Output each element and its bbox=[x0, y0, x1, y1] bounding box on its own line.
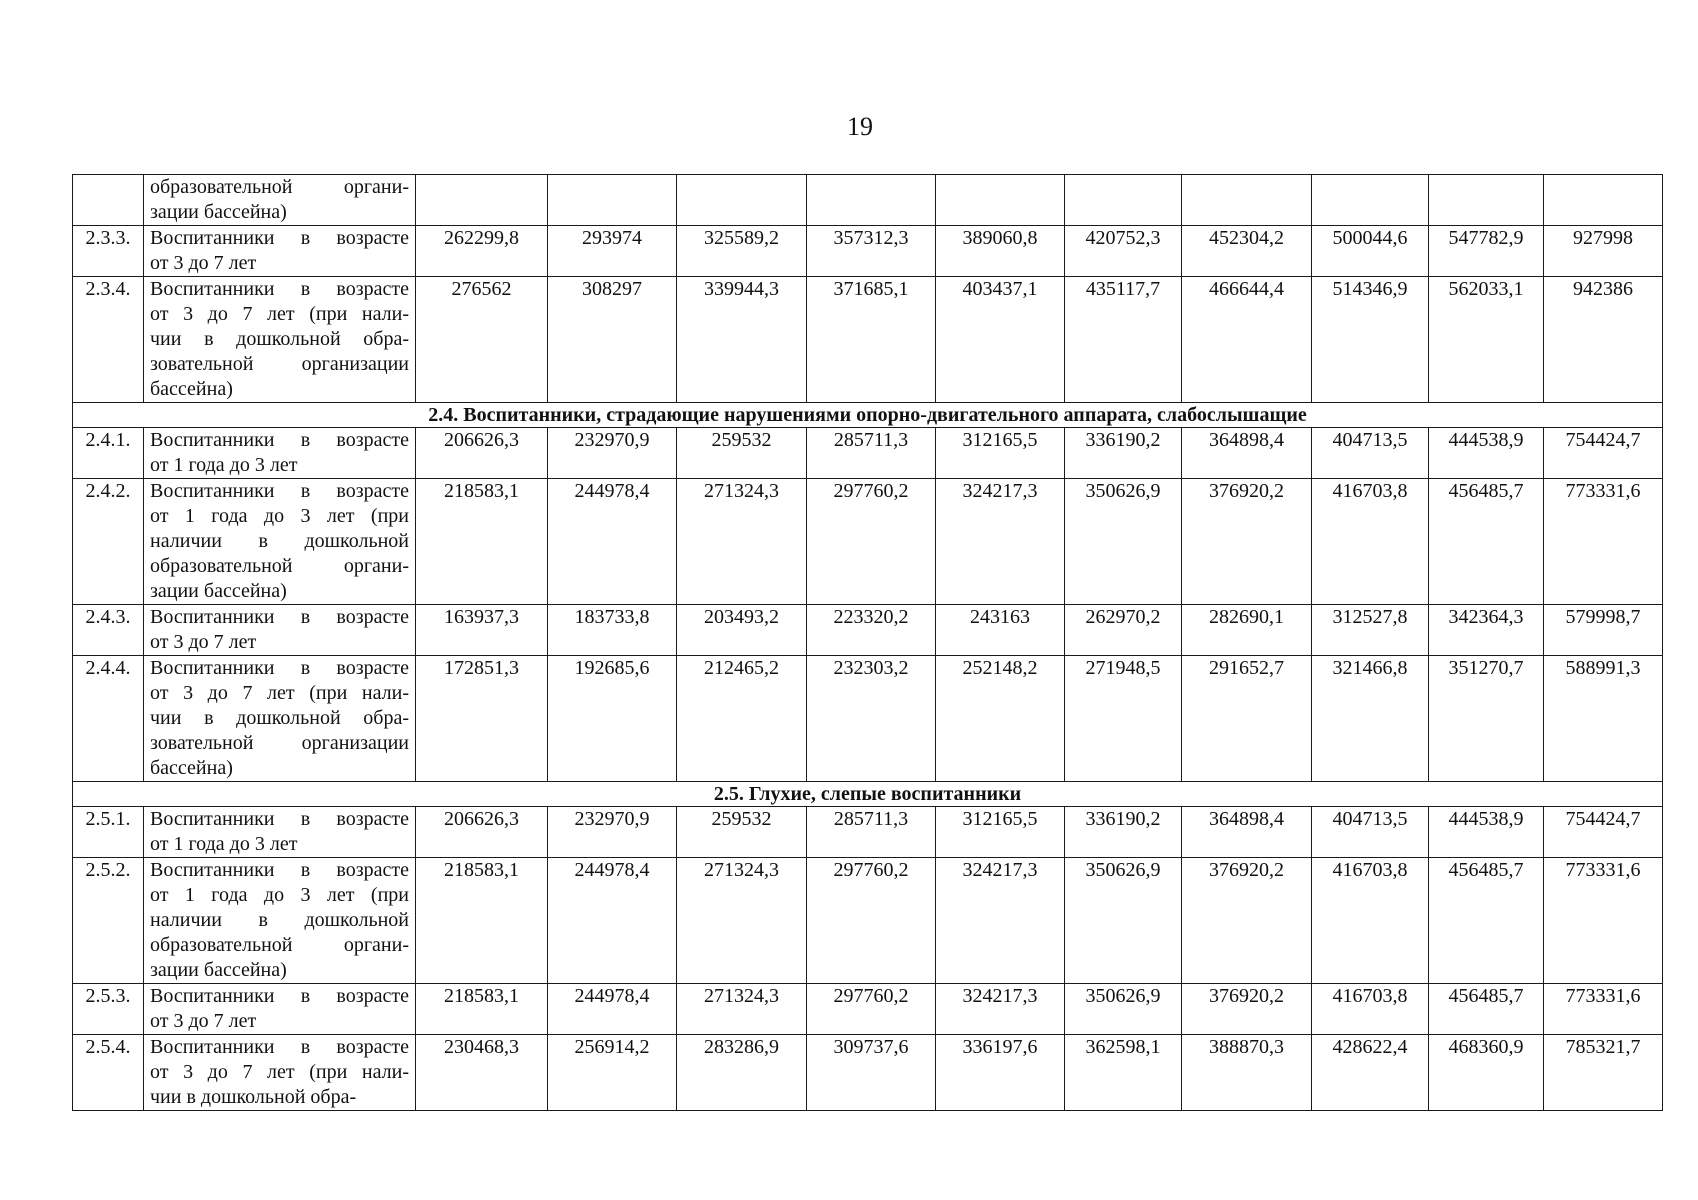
value-cell: 404713,5 bbox=[1312, 428, 1429, 479]
table-row bbox=[73, 175, 1663, 226]
value-cell: 283286,9 bbox=[677, 1035, 807, 1111]
value-cell: 416703,8 bbox=[1312, 984, 1429, 1035]
value-cell: 203493,2 bbox=[677, 605, 807, 656]
value-cell: 324217,3 bbox=[936, 858, 1065, 984]
value-cell: 291652,7 bbox=[1182, 656, 1312, 782]
row-description bbox=[144, 1035, 416, 1111]
description-line: образовательной органи- bbox=[150, 176, 409, 198]
value-cell: 339944,3 bbox=[677, 277, 807, 403]
value-cell: 588991,3 bbox=[1544, 656, 1663, 782]
description-line: Воспитанники в возрасте bbox=[150, 808, 409, 830]
description-line: Воспитанники в возрасте bbox=[150, 227, 409, 249]
description-line: образовательной органи- bbox=[150, 555, 409, 577]
section-title: 2.5. Глухие, слепые воспитанники bbox=[73, 782, 1663, 807]
description-line: Воспитанники в возрасте bbox=[150, 606, 409, 628]
value-cell: 416703,8 bbox=[1312, 479, 1429, 605]
value-cell: 308297 bbox=[548, 277, 677, 403]
value-cell: 547782,9 bbox=[1429, 226, 1544, 277]
description-line: от 1 года до 3 лет (при bbox=[150, 884, 409, 906]
value-cell bbox=[936, 175, 1065, 226]
table-row bbox=[73, 984, 1663, 1035]
description-line: зовательной организации bbox=[150, 353, 409, 375]
value-cell: 773331,6 bbox=[1544, 858, 1663, 984]
value-cell: 271948,5 bbox=[1065, 656, 1182, 782]
description-line: чии в дошкольной обра- bbox=[150, 1086, 357, 1108]
value-cell: 428622,4 bbox=[1312, 1035, 1429, 1111]
description-line: Воспитанники в возрасте bbox=[150, 480, 409, 502]
value-cell: 388870,3 bbox=[1182, 1035, 1312, 1111]
value-cell: 404713,5 bbox=[1312, 807, 1429, 858]
description-line: от 1 года до 3 лет (при bbox=[150, 505, 409, 527]
row-number: 2.4.4. bbox=[73, 656, 144, 782]
value-cell: 192685,6 bbox=[548, 656, 677, 782]
row-description bbox=[144, 807, 416, 858]
value-cell: 232970,9 bbox=[548, 428, 677, 479]
value-cell: 456485,7 bbox=[1429, 479, 1544, 605]
description-line: от 3 до 7 лет bbox=[150, 631, 257, 653]
value-cell bbox=[807, 175, 936, 226]
description-line: от 1 года до 3 лет bbox=[150, 454, 298, 476]
description-line: Воспитанники в возрасте bbox=[150, 859, 409, 881]
value-cell: 244978,4 bbox=[548, 479, 677, 605]
value-cell: 223320,2 bbox=[807, 605, 936, 656]
description-line: бассейна) bbox=[150, 757, 233, 779]
description-line: зации бассейна) bbox=[150, 201, 287, 223]
value-cell: 230468,3 bbox=[416, 1035, 548, 1111]
table-row bbox=[73, 605, 1663, 656]
description-line: зации бассейна) bbox=[150, 580, 287, 602]
value-cell: 183733,8 bbox=[548, 605, 677, 656]
description-line: Воспитанники в возрасте bbox=[150, 278, 409, 300]
value-cell: 364898,4 bbox=[1182, 807, 1312, 858]
section-title: 2.4. Воспитанники, страдающие нарушениями опорно-двигательного аппарата, слабослышащие bbox=[73, 403, 1663, 428]
table-row bbox=[73, 277, 1663, 403]
value-cell: 500044,6 bbox=[1312, 226, 1429, 277]
value-cell: 324217,3 bbox=[936, 479, 1065, 605]
value-cell: 297760,2 bbox=[807, 858, 936, 984]
description-line: зации бассейна) bbox=[150, 959, 287, 981]
value-cell: 336190,2 bbox=[1065, 807, 1182, 858]
value-cell: 297760,2 bbox=[807, 984, 936, 1035]
description-line: от 3 до 7 лет (при нали- bbox=[150, 682, 409, 704]
description-line: от 3 до 7 лет bbox=[150, 252, 257, 274]
description-line: наличии в дошкольной bbox=[150, 909, 409, 931]
value-cell: 456485,7 bbox=[1429, 858, 1544, 984]
value-cell: 172851,3 bbox=[416, 656, 548, 782]
value-cell: 163937,3 bbox=[416, 605, 548, 656]
value-cell: 420752,3 bbox=[1065, 226, 1182, 277]
value-cell: 452304,2 bbox=[1182, 226, 1312, 277]
value-cell: 312527,8 bbox=[1312, 605, 1429, 656]
value-cell: 579998,7 bbox=[1544, 605, 1663, 656]
value-cell: 271324,3 bbox=[677, 858, 807, 984]
value-cell: 754424,7 bbox=[1544, 428, 1663, 479]
description-line: бассейна) bbox=[150, 378, 233, 400]
value-cell: 444538,9 bbox=[1429, 428, 1544, 479]
value-cell: 312165,5 bbox=[936, 428, 1065, 479]
value-cell: 244978,4 bbox=[548, 858, 677, 984]
value-cell: 297760,2 bbox=[807, 479, 936, 605]
value-cell: 942386 bbox=[1544, 277, 1663, 403]
value-cell: 342364,3 bbox=[1429, 605, 1544, 656]
row-description bbox=[144, 656, 416, 782]
row-description bbox=[144, 428, 416, 479]
description-line: чии в дошкольной обра- bbox=[150, 707, 409, 729]
value-cell: 927998 bbox=[1544, 226, 1663, 277]
value-cell bbox=[548, 175, 677, 226]
value-cell: 262299,8 bbox=[416, 226, 548, 277]
table-row bbox=[73, 656, 1663, 782]
table-row bbox=[73, 428, 1663, 479]
value-cell: 364898,4 bbox=[1182, 428, 1312, 479]
row-number: 2.4.1. bbox=[73, 428, 144, 479]
value-cell: 466644,4 bbox=[1182, 277, 1312, 403]
value-cell: 259532 bbox=[677, 807, 807, 858]
value-cell: 321466,8 bbox=[1312, 656, 1429, 782]
value-cell: 456485,7 bbox=[1429, 984, 1544, 1035]
value-cell: 376920,2 bbox=[1182, 858, 1312, 984]
value-cell: 754424,7 bbox=[1544, 807, 1663, 858]
table-row bbox=[73, 807, 1663, 858]
value-cell: 376920,2 bbox=[1182, 984, 1312, 1035]
value-cell: 212465,2 bbox=[677, 656, 807, 782]
value-cell: 232970,9 bbox=[548, 807, 677, 858]
value-cell: 206626,3 bbox=[416, 428, 548, 479]
value-cell: 243163 bbox=[936, 605, 1065, 656]
row-description bbox=[144, 858, 416, 984]
value-cell: 262970,2 bbox=[1065, 605, 1182, 656]
value-cell: 285711,3 bbox=[807, 807, 936, 858]
page-number: 19 bbox=[847, 112, 873, 141]
value-cell: 403437,1 bbox=[936, 277, 1065, 403]
table-body bbox=[73, 175, 1663, 1111]
value-cell: 309737,6 bbox=[807, 1035, 936, 1111]
description-line: Воспитанники в возрасте bbox=[150, 657, 409, 679]
value-cell: 362598,1 bbox=[1065, 1035, 1182, 1111]
value-cell: 350626,9 bbox=[1065, 479, 1182, 605]
description-line: от 3 до 7 лет (при нали- bbox=[150, 1061, 409, 1083]
row-number: 2.5.4. bbox=[73, 1035, 144, 1111]
section-header-row bbox=[73, 782, 1663, 807]
value-cell bbox=[1182, 175, 1312, 226]
value-cell: 293974 bbox=[548, 226, 677, 277]
value-cell bbox=[677, 175, 807, 226]
row-number: 2.3.3. bbox=[73, 226, 144, 277]
value-cell: 218583,1 bbox=[416, 984, 548, 1035]
value-cell: 435117,7 bbox=[1065, 277, 1182, 403]
row-number bbox=[73, 175, 144, 226]
row-description bbox=[144, 175, 416, 226]
row-number: 2.3.4. bbox=[73, 277, 144, 403]
row-number: 2.5.3. bbox=[73, 984, 144, 1035]
table-row bbox=[73, 226, 1663, 277]
table-row bbox=[73, 858, 1663, 984]
value-cell: 444538,9 bbox=[1429, 807, 1544, 858]
description-line: образовательной органи- bbox=[150, 934, 409, 956]
section-header-row bbox=[73, 403, 1663, 428]
description-line: наличии в дошкольной bbox=[150, 530, 409, 552]
tariff-table bbox=[72, 174, 1663, 1111]
value-cell bbox=[416, 175, 548, 226]
table-row bbox=[73, 479, 1663, 605]
value-cell: 376920,2 bbox=[1182, 479, 1312, 605]
value-cell: 252148,2 bbox=[936, 656, 1065, 782]
description-line: от 1 года до 3 лет bbox=[150, 833, 298, 855]
value-cell: 244978,4 bbox=[548, 984, 677, 1035]
value-cell: 514346,9 bbox=[1312, 277, 1429, 403]
value-cell: 256914,2 bbox=[548, 1035, 677, 1111]
row-description bbox=[144, 277, 416, 403]
value-cell: 276562 bbox=[416, 277, 548, 403]
value-cell: 416703,8 bbox=[1312, 858, 1429, 984]
value-cell: 371685,1 bbox=[807, 277, 936, 403]
value-cell: 773331,6 bbox=[1544, 479, 1663, 605]
value-cell: 351270,7 bbox=[1429, 656, 1544, 782]
row-description bbox=[144, 226, 416, 277]
row-number: 2.5.2. bbox=[73, 858, 144, 984]
row-description bbox=[144, 605, 416, 656]
row-description bbox=[144, 984, 416, 1035]
value-cell bbox=[1065, 175, 1182, 226]
row-description bbox=[144, 479, 416, 605]
row-number: 2.4.2. bbox=[73, 479, 144, 605]
value-cell: 773331,6 bbox=[1544, 984, 1663, 1035]
description-line: Воспитанники в возрасте bbox=[150, 429, 409, 451]
description-line: зовательной организации bbox=[150, 732, 409, 754]
value-cell: 259532 bbox=[677, 428, 807, 479]
value-cell: 282690,1 bbox=[1182, 605, 1312, 656]
value-cell: 324217,3 bbox=[936, 984, 1065, 1035]
description-line: чии в дошкольной обра- bbox=[150, 328, 409, 350]
description-line: Воспитанники в возрасте bbox=[150, 1036, 409, 1058]
row-number: 2.5.1. bbox=[73, 807, 144, 858]
value-cell: 336197,6 bbox=[936, 1035, 1065, 1111]
value-cell: 468360,9 bbox=[1429, 1035, 1544, 1111]
value-cell: 785321,7 bbox=[1544, 1035, 1663, 1111]
description-line: от 3 до 7 лет bbox=[150, 1010, 257, 1032]
value-cell bbox=[1312, 175, 1429, 226]
value-cell bbox=[1429, 175, 1544, 226]
value-cell: 389060,8 bbox=[936, 226, 1065, 277]
value-cell: 350626,9 bbox=[1065, 858, 1182, 984]
description-line: Воспитанники в возрасте bbox=[150, 985, 409, 1007]
row-number: 2.4.3. bbox=[73, 605, 144, 656]
value-cell: 562033,1 bbox=[1429, 277, 1544, 403]
value-cell: 285711,3 bbox=[807, 428, 936, 479]
value-cell: 350626,9 bbox=[1065, 984, 1182, 1035]
value-cell: 271324,3 bbox=[677, 984, 807, 1035]
value-cell: 232303,2 bbox=[807, 656, 936, 782]
value-cell: 357312,3 bbox=[807, 226, 936, 277]
value-cell: 312165,5 bbox=[936, 807, 1065, 858]
value-cell: 271324,3 bbox=[677, 479, 807, 605]
value-cell bbox=[1544, 175, 1663, 226]
value-cell: 218583,1 bbox=[416, 858, 548, 984]
description-line: от 3 до 7 лет (при нали- bbox=[150, 303, 409, 325]
value-cell: 336190,2 bbox=[1065, 428, 1182, 479]
value-cell: 206626,3 bbox=[416, 807, 548, 858]
value-cell: 218583,1 bbox=[416, 479, 548, 605]
table-row bbox=[73, 1035, 1663, 1111]
value-cell: 325589,2 bbox=[677, 226, 807, 277]
